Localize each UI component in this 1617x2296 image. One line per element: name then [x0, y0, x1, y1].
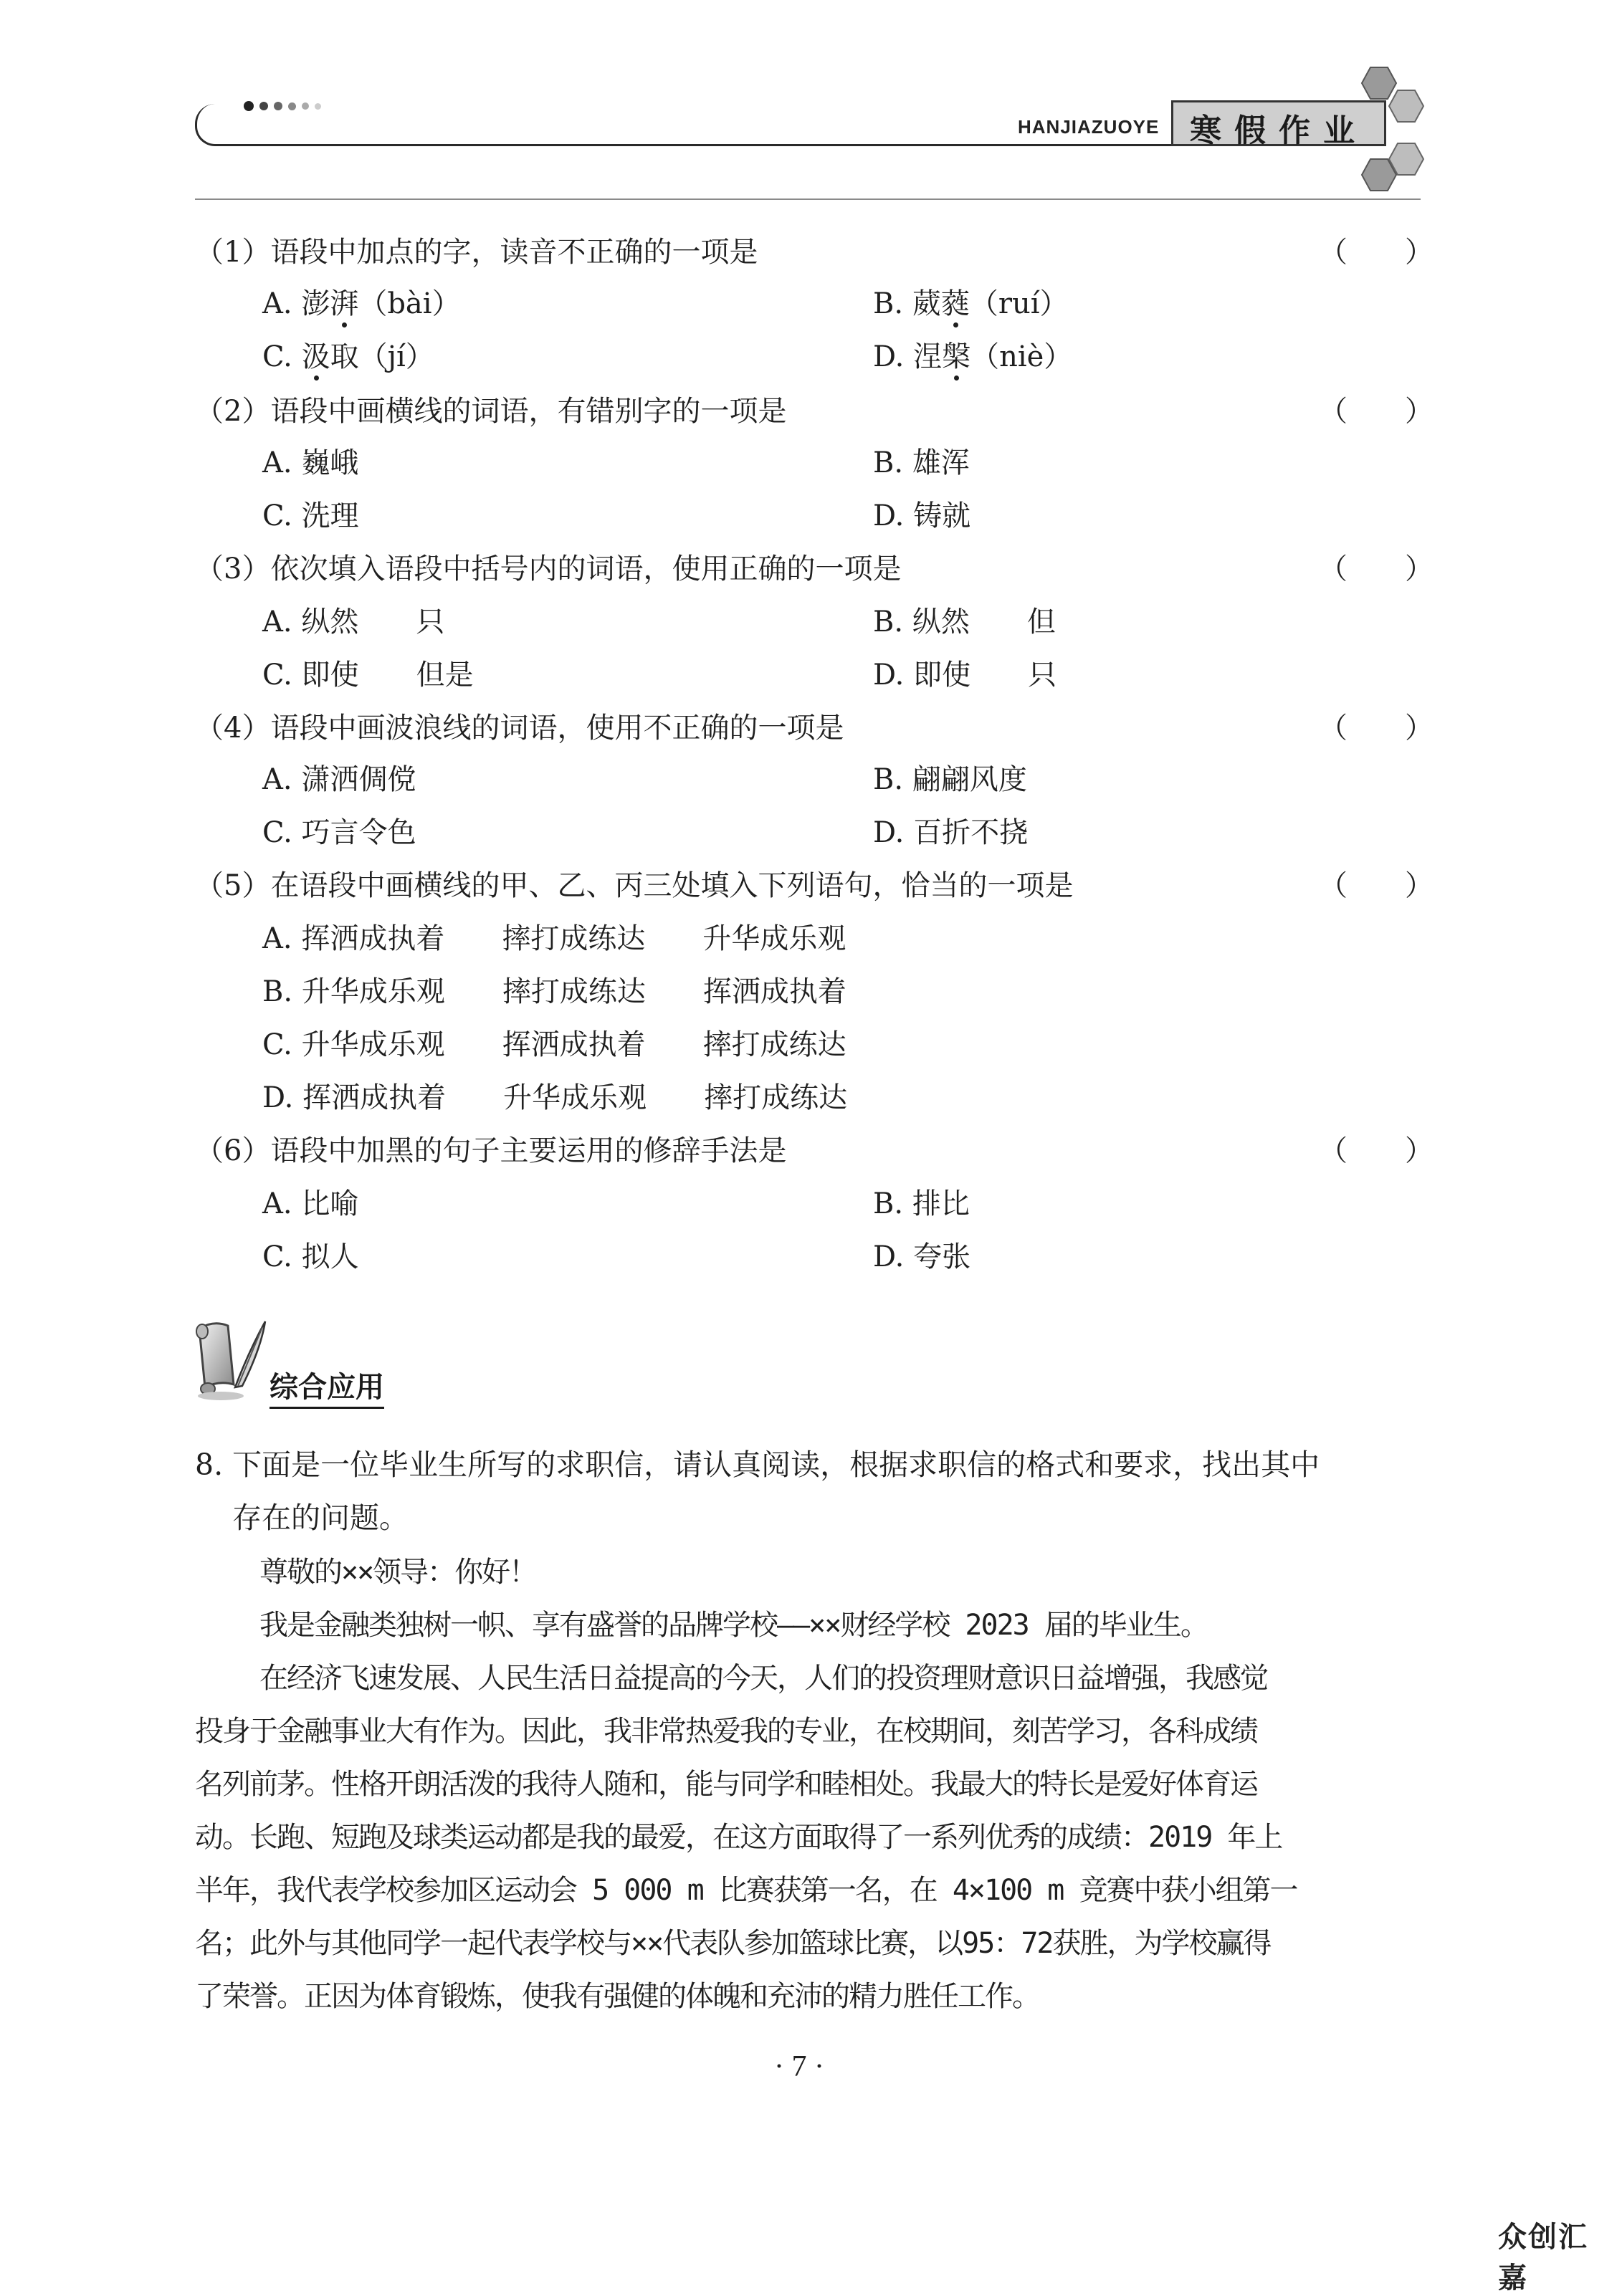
question-3-answer-bracket: （ ）	[1319, 553, 1434, 585]
question-2-option-c: C. 洗理	[262, 499, 359, 532]
question-5-option-d: D. 挥洒成执着 升华成乐观 摔打成练达	[262, 1081, 848, 1114]
question-8-line-2: 存在的问题。	[232, 1501, 409, 1535]
question-4-option-c: C. 巧言令色	[262, 816, 416, 849]
letter-paragraph-line: 了荣誉。正因为体育锻炼，使我有强健的体魄和充沛的精力胜任工作。	[195, 1980, 1039, 2013]
scroll-quill-icon	[192, 1316, 271, 1402]
letter-paragraph-line: 动。长跑、短跑及球类运动都是我的最爱，在这方面取得了一系列优秀的成绩：2019 年上	[195, 1821, 1282, 1854]
question-6-option-b: B. 排比	[873, 1187, 970, 1220]
letter-paragraph-line: 我是金融类独树一帜、享有盛誉的品牌学校——××财经学校 2023 届的毕业生。	[259, 1609, 1208, 1642]
letter-paragraph-line: 名列前茅。性格开朗活泼的我待人随和，能与同学和睦相处。我最大的特长是爱好体育运	[195, 1768, 1257, 1801]
question-2-option-d: D. 铸就	[873, 499, 971, 532]
question-1-answer-bracket: （ ）	[1319, 236, 1434, 269]
letter-paragraph-line: 在经济飞速发展、人民生活日益提高的今天，人们的投资理财意识日益增强，我感觉	[259, 1662, 1267, 1695]
question-4-option-b: B. 翩翩风度	[873, 763, 1027, 796]
question-4-option-a: A. 潇洒倜傥	[262, 763, 416, 796]
question-2-option-b: B. 雄浑	[873, 446, 970, 479]
question-3-option-b: B. 纵然 但	[873, 606, 1056, 638]
question-5-option-a: A. 挥洒成执着 摔打成练达 升华成乐观	[262, 922, 846, 955]
question-3-option-a: A. 纵然 只	[262, 606, 445, 638]
question-3-option-d: D. 即使 只	[873, 659, 1057, 692]
question-2-option-a: A. 巍峨	[262, 446, 359, 479]
question-2-answer-bracket: （ ）	[1319, 395, 1434, 428]
header-title: 寒假作业	[1190, 113, 1368, 149]
question-5-option-b: B. 升华成乐观 摔打成练达 挥洒成执着	[262, 975, 846, 1008]
watermark: 众创汇嘉	[1498, 2221, 1588, 2295]
question-5-option-c: C. 升华成乐观 挥洒成执着 摔打成练达	[262, 1028, 846, 1061]
question-4-option-d: D. 百折不挠	[873, 816, 1029, 849]
question-4-answer-bracket: （ ）	[1319, 712, 1434, 745]
question-8-line-1: 8. 下面是一位毕业生所写的求职信，请认真阅读，根据求职信的格式和要求，找出其中	[195, 1448, 1320, 1482]
header-pinyin: HANJIAZUOYE	[1018, 116, 1160, 138]
letter-paragraph-line: 投身于金融事业大有作为。因此，我非常热爱我的专业，在校期间，刻苦学习，各科成绩	[195, 1715, 1257, 1748]
question-2-stem: （2）语段中画横线的词语，有错别字的一项是	[195, 395, 787, 428]
header-divider	[195, 198, 1421, 200]
question-6-stem: （6）语段中加黑的句子主要运用的修辞手法是	[195, 1134, 787, 1167]
question-4-stem: （4）语段中画波浪线的词语，使用不正确的一项是	[195, 712, 844, 745]
letter-paragraph-line: 名；此外与其他同学一起代表学校与××代表队参加篮球比赛，以95：72获胜，为学校赢得	[195, 1927, 1271, 1960]
question-1-option-c: C. 汲取（jí）	[262, 340, 434, 373]
question-1-stem: （1）语段中加点的字，读音不正确的一项是	[195, 236, 758, 269]
question-3-option-c: C. 即使 但是	[262, 659, 474, 692]
question-6-option-a: A. 比喻	[262, 1187, 359, 1220]
question-1-option-a: A. 澎湃（bài）	[262, 287, 461, 320]
question-6-option-d: D. 夸张	[873, 1240, 971, 1273]
question-5-stem: （5）在语段中画横线的甲、乙、丙三处填入下列语句，恰当的一项是	[195, 869, 1074, 902]
letter-paragraph-line: 半年，我代表学校参加区运动会 5 000 m 比赛获第一名，在 4×100 m 竞赛中获小组第一	[195, 1874, 1297, 1907]
page-number: · 7 ·	[774, 2050, 824, 2083]
question-3-stem: （3）依次填入语段中括号内的词语，使用正确的一项是	[195, 553, 902, 585]
letter-salutation: 尊敬的××领导：你好！	[259, 1556, 537, 1589]
question-6-option-c: C. 拟人	[262, 1240, 359, 1273]
section-title: 综合应用	[270, 1364, 384, 1409]
header-dots	[244, 101, 321, 111]
hexagon-decoration-icon	[1340, 63, 1426, 192]
question-5-answer-bracket: （ ）	[1319, 869, 1434, 902]
question-1-option-d: D. 涅槃（niè）	[873, 340, 1073, 373]
question-6-answer-bracket: （ ）	[1319, 1134, 1434, 1167]
question-1-option-b: B. 葳蕤（ruí）	[873, 287, 1069, 320]
